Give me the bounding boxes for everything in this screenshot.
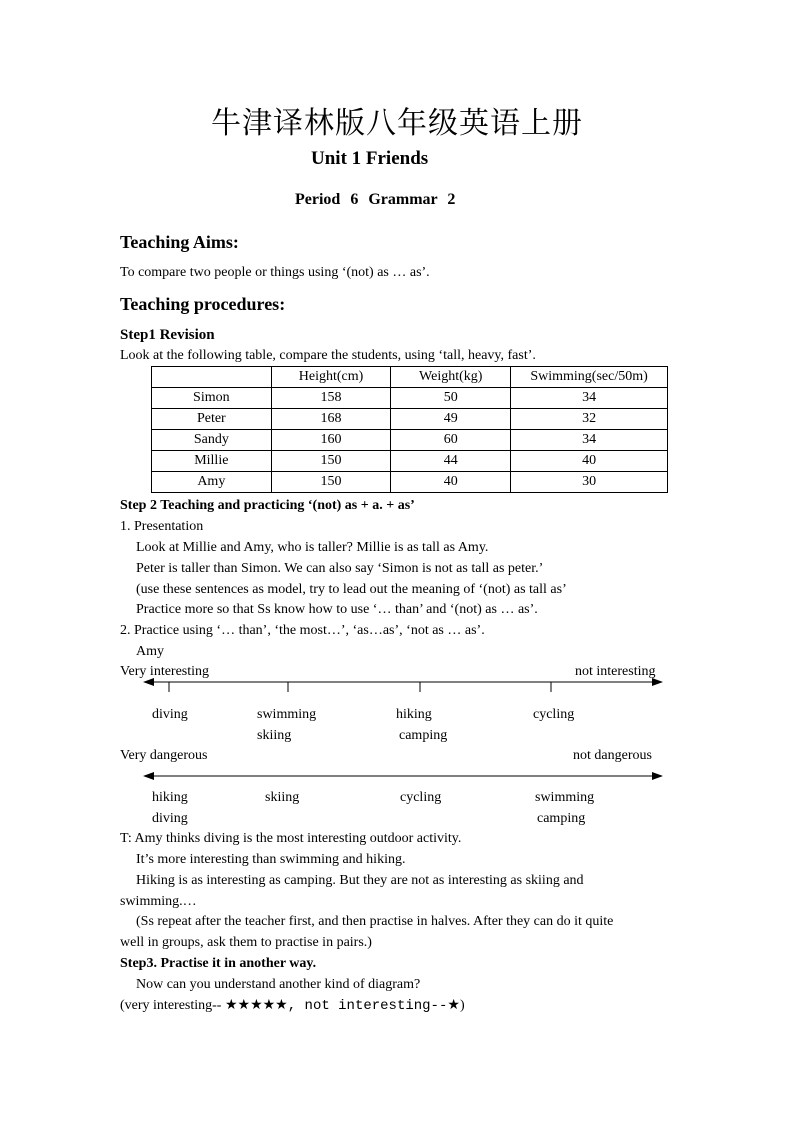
scale1-left-label: Very interesting xyxy=(120,664,210,679)
step3-heading: Step3. Practise it in another way. xyxy=(120,956,317,971)
rating-legend xyxy=(120,997,465,1014)
scale1-item: skiing xyxy=(257,728,292,743)
scale2-item: skiing xyxy=(265,790,300,805)
presentation-line: Peter is taller than Simon. We can also say ‘Simon is not as tall as peter.’ xyxy=(136,561,544,576)
table-cell: Sandy xyxy=(152,430,272,451)
scale1-right-label: not interesting xyxy=(575,664,656,679)
table-cell: 150 xyxy=(271,472,391,493)
table-cell: 34 xyxy=(511,430,668,451)
table-cell: 40 xyxy=(391,472,511,493)
step3-question: Now can you understand another kind of diagram? xyxy=(136,977,421,992)
table-cell: 34 xyxy=(511,388,668,409)
scale2-item: camping xyxy=(537,811,586,826)
arrow-left-icon xyxy=(143,772,154,780)
scale2-item: hiking xyxy=(152,790,188,805)
scale2-item: swimming xyxy=(535,790,595,805)
scale2-item: diving xyxy=(152,811,188,826)
table-cell: 50 xyxy=(391,388,511,409)
practice-name: Amy xyxy=(136,644,164,659)
table-cell: 60 xyxy=(391,430,511,451)
practice-title: 2. Practice using ‘… than’, ‘the most…’, ‘as…as’, ‘not as … as’. xyxy=(120,623,485,638)
table-header-cell: Weight(kg) xyxy=(391,367,511,388)
table-header-cell: Height(cm) xyxy=(271,367,391,388)
arrow-left-icon xyxy=(143,678,154,686)
table-cell: 158 xyxy=(271,388,391,409)
five-stars-icon: ★★★★★ xyxy=(224,998,288,1013)
rating-legend-prefix: (very interesting-- xyxy=(120,998,225,1013)
dialogue-line: well in groups, ask them to practise in pairs.) xyxy=(120,935,372,950)
dialogue-line: T: Amy thinks diving is the most interesting outdoor activity. xyxy=(120,831,462,846)
scale2-right-label: not dangerous xyxy=(573,748,652,763)
presentation-title: 1. Presentation xyxy=(120,519,204,534)
scale1-item: hiking xyxy=(396,707,432,722)
document-title: 牛津译林版八年级英语上册 xyxy=(211,106,583,141)
scale1-item: swimming xyxy=(257,707,317,722)
presentation-line: Look at Millie and Amy, who is taller? Millie is as tall as Amy. xyxy=(136,540,489,555)
table-cell: 168 xyxy=(271,409,391,430)
presentation-line: (use these sentences as model, try to lead out the meaning of ‘(not) as tall as’ xyxy=(136,582,567,597)
rating-legend-suffix: ) xyxy=(459,998,465,1013)
unit-title: Unit 1 Friends xyxy=(311,148,429,169)
aims-heading: Teaching Aims: xyxy=(120,232,239,252)
table-header-cell: Swimming(sec/50m) xyxy=(511,367,668,388)
aims-text: To compare two people or things using ‘(not) as … as’. xyxy=(120,265,430,280)
step1-heading: Step1 Revision xyxy=(120,327,215,343)
procedures-heading: Teaching procedures: xyxy=(120,294,286,314)
step2-heading: Step 2 Teaching and practicing ‘(not) as + a. + as’ xyxy=(120,498,415,513)
dialogue-line: swimming.… xyxy=(120,894,197,909)
scale2-axis xyxy=(143,772,663,780)
scale1-item: camping xyxy=(399,728,448,743)
scale2-left-label: Very dangerous xyxy=(120,748,208,763)
dialogue-line: Hiking is as interesting as camping. But they are not as interesting as skiing and xyxy=(136,873,584,888)
table-cell: 160 xyxy=(271,430,391,451)
table-cell: 49 xyxy=(391,409,511,430)
arrow-right-icon xyxy=(652,678,663,686)
table-cell: Amy xyxy=(152,472,272,493)
step1-instruction: Look at the following table, compare the students, using ‘tall, heavy, fast’. xyxy=(120,348,536,363)
dialogue-line: (Ss repeat after the teacher first, and then practise in halves. After they can do it quite xyxy=(136,914,614,929)
one-star-icon: ★ xyxy=(447,998,460,1013)
table-cell: 30 xyxy=(511,472,668,493)
scale1-item: cycling xyxy=(533,707,575,722)
table-cell: Peter xyxy=(152,409,272,430)
scale2-item: cycling xyxy=(400,790,442,805)
scale1-item: diving xyxy=(152,707,188,722)
arrow-right-icon xyxy=(652,772,663,780)
table-cell: 44 xyxy=(391,451,511,472)
table-cell: Millie xyxy=(152,451,272,472)
rating-legend-middle: , not interesting-- xyxy=(287,998,448,1014)
dialogue-line: It’s more interesting than swimming and hiking. xyxy=(136,852,406,867)
table-cell: 32 xyxy=(511,409,668,430)
period-title: Period 6 Grammar 2 xyxy=(295,191,456,208)
scale1-axis xyxy=(143,678,663,692)
table-cell: 40 xyxy=(511,451,668,472)
table-cell: Simon xyxy=(152,388,272,409)
presentation-line: Practice more so that Ss know how to use ‘… than’ and ‘(not) as … as’. xyxy=(136,602,538,617)
table-cell: 150 xyxy=(271,451,391,472)
